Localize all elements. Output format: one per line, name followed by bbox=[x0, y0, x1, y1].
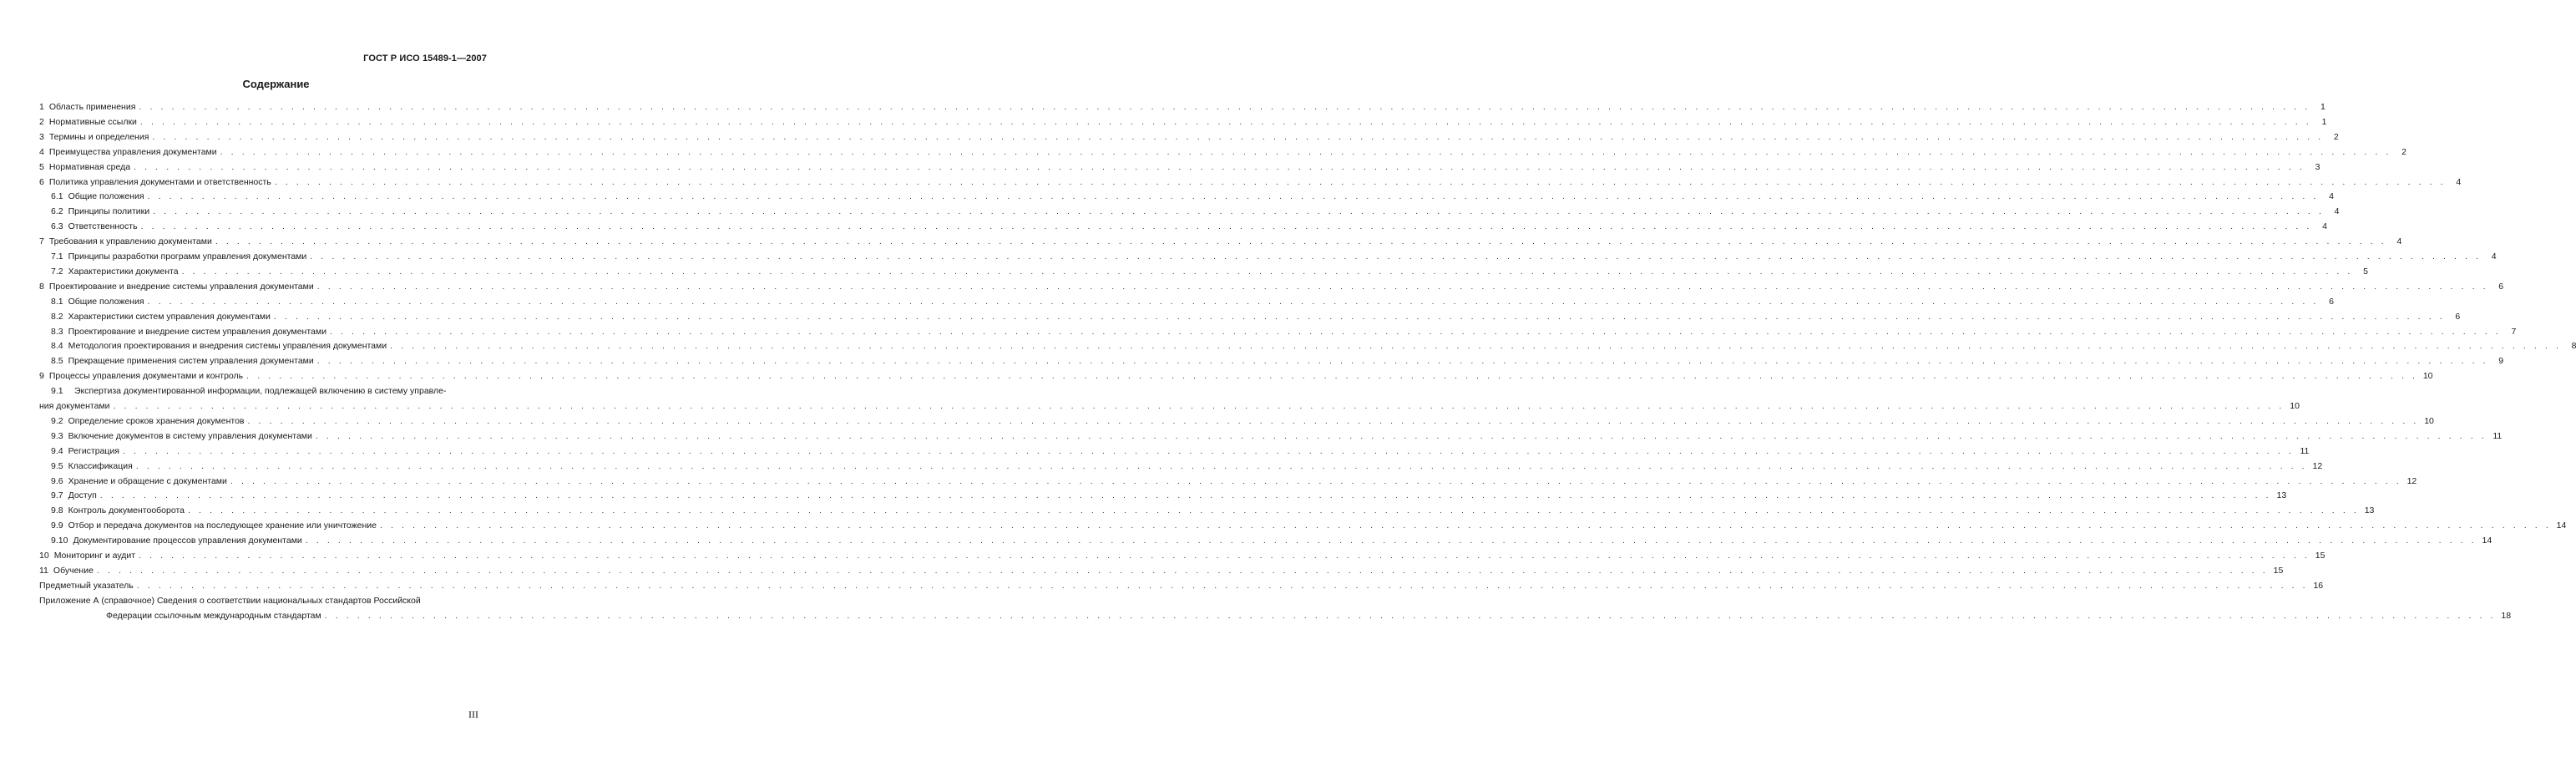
toc-entry bbox=[51, 519, 2567, 532]
toc-label: Предметный указатель bbox=[39, 580, 134, 591]
toc-label: Обучение bbox=[53, 565, 94, 576]
dot-leader: . . . . . . . . . . . . . . . . . . . . . . . . . . . . . . . . . . . . . . . . . . . . . . . . . . . . . . . . . . . . . . . . . . . . . . . . . . . . . . . . . . . . . . . . . . . . . . . . . . . . . . . . . . . . . . . . . . . . . . . . . . . . . . . . . . . . . . . . . . . . . . . . . . . . . . . . . . . . . . . . . . . . . . . . . . . . . . . . . . . . . . . . . . . . . . . . . . . . . . . . bbox=[140, 221, 2312, 232]
toc-page-number: 4 bbox=[2322, 221, 2327, 232]
toc-page-number: 18 bbox=[2501, 610, 2512, 621]
dot-leader: . . . . . . . . . . . . . . . . . . . . . . . . . . . . . . . . . . . . . . . . . . . . . . . . . . . . . . . . . . . . . . . . . . . . . . . . . . . . . . . . . . . . . . . . . . . . . . . . . . . . . . . . . . . . . . . . . . . . . . . . . . . . . . . . . . . . . . . . . . . . . . . . . . . . . . . . . . . . . . . . . . . . . . . . . . . . . . . . . . . . . . . . . . . . . . . . . . . . . . . . bbox=[246, 371, 2418, 382]
toc-row bbox=[0, 115, 2327, 129]
toc-page-number: 3 bbox=[2315, 161, 2320, 172]
toc-entry bbox=[51, 295, 2334, 308]
toc-row bbox=[0, 475, 2417, 488]
dot-leader: . . . . . . . . . . . . . . . . . . . . . . . . . . . . . . . . . . . . . . . . . . . . . . . . . . . . . . . . . . . . . . . . . . . . . . . . . . . . . . . . . . . . . . . . . . . . . . . . . . . . . . . . . . . . . . . . . . . . . . . . . . . . . . . . . . . . . . . . . . . . . . . . . . . . . . . . . . . . . . . . . . . . . . . . . . . . . . . . . . . . . . . . . . . . . . . . . . . . . . . . bbox=[316, 356, 2489, 367]
toc-label: Хранение и обращение с документами bbox=[68, 475, 227, 486]
toc-label-continued: ния документами bbox=[39, 401, 110, 411]
toc-number: 8.3 bbox=[51, 326, 63, 337]
toc-number: 9.5 bbox=[51, 460, 63, 471]
dot-leader: . . . . . . . . . . . . . . . . . . . . . . . . . . . . . . . . . . . . . . . . . . . . . . . . . . . . . . . . . . . . . . . . . . . . . . . . . . . . . . . . . . . . . . . . . . . . . . . . . . . . . . . . . . . . . . . . . . . . . . . . . . . . . . . . . . . . . . . . . . . . . . . . . . . . . . . . . . . . . . . . . . . . . . . . . . . . . . . . . . . . . . . . . . . . . . . . . . . . . . . . bbox=[324, 610, 2497, 621]
toc-page-number: 12 bbox=[2312, 460, 2323, 471]
toc-entry bbox=[51, 429, 2503, 443]
toc-label: Определение сроков хранения документов bbox=[68, 415, 245, 426]
toc-row bbox=[0, 280, 2504, 293]
toc-row bbox=[0, 609, 2512, 622]
dot-leader: . . . . . . . . . . . . . . . . . . . . . . . . . . . . . . . . . . . . . . . . . . . . . . . . . . . . . . . . . . . . . . . . . . . . . . . . . . . . . . . . . . . . . . . . . . . . . . . . . . . . . . . . . . . . . . . . . . . . . . . . . . . . . . . . . . . . . . . . . . . . . . . . . . . . . . . . . . . . . . . . . . . . . . . . . . . . . . . . . . . . . . . . . . . . . . . . . . . . . . . . bbox=[305, 536, 2477, 546]
toc-entry bbox=[51, 534, 2492, 547]
toc-number: 6.1 bbox=[51, 191, 63, 202]
toc-number: 1 bbox=[39, 102, 44, 112]
toc-label: Регистрация bbox=[68, 445, 119, 456]
toc-page-number: 5 bbox=[2363, 266, 2368, 277]
toc-row bbox=[0, 369, 2433, 383]
toc-row bbox=[0, 265, 2368, 278]
toc-number: 9.10 bbox=[51, 536, 68, 546]
toc-row bbox=[0, 325, 2517, 338]
toc-page-number: 6 bbox=[2329, 296, 2334, 307]
toc-label: Область применения bbox=[48, 102, 136, 112]
toc-number: 9.2 bbox=[51, 415, 63, 426]
toc-entry bbox=[51, 220, 2327, 233]
toc-entry bbox=[39, 369, 2433, 383]
toc-row bbox=[0, 564, 2284, 577]
toc-row bbox=[0, 160, 2320, 174]
toc-label: Общие положения bbox=[68, 296, 144, 307]
toc-label: Проектирование и внедрение систем управления документами bbox=[68, 326, 326, 337]
toc-page-number: 4 bbox=[2456, 176, 2462, 187]
toc-row bbox=[0, 534, 2492, 547]
toc-entry bbox=[51, 354, 2504, 368]
toc-number: 6 bbox=[39, 176, 44, 187]
toc-entry bbox=[51, 265, 2368, 278]
dot-leader: . . . . . . . . . . . . . . . . . . . . . . . . . . . . . . . . . . . . . . . . . . . . . . . . . . . . . . . . . . . . . . . . . . . . . . . . . . . . . . . . . . . . . . . . . . . . . . . . . . . . . . . . . . . . . . . . . . . . . . . . . . . . . . . . . . . . . . . . . . . . . . . . . . . . . . . . . . . . . . . . . . . . . . . . . . . . . . . . . . . . . . . . . . . . . . . . . . . . . . . . bbox=[152, 131, 2324, 142]
dot-leader: . . . . . . . . . . . . . . . . . . . . . . . . . . . . . . . . . . . . . . . . . . . . . . . . . . . . . . . . . . . . . . . . . . . . . . . . . . . . . . . . . . . . . . . . . . . . . . . . . . . . . . . . . . . . . . . . . . . . . . . . . . . . . . . . . . . . . . . . . . . . . . . . . . . . . . . . . . . . . . . . . . . . . . . . . . . . . . . . . . . . . . . . . . . . . . . . . . . . . . . . bbox=[139, 116, 2312, 127]
toc-number: 7 bbox=[39, 236, 44, 247]
toc-label: Процессы управления документами и контроль bbox=[48, 371, 244, 382]
toc-row bbox=[0, 519, 2567, 532]
toc-page-number: 11 bbox=[2300, 445, 2310, 456]
toc-label: Преимущества управления документами bbox=[48, 146, 217, 157]
dot-leader: . . . . . . . . . . . . . . . . . . . . . . . . . . . . . . . . . . . . . . . . . . . . . . . . . . . . . . . . . . . . . . . . . . . . . . . . . . . . . . . . . . . . . . . . . . . . . . . . . . . . . . . . . . . . . . . . . . . . . . . . . . . . . . . . . . . . . . . . . . . . . . . . . . . . . . . . . . . . . . . . . . . . . . . . . . . . . . . . . . . . . . . . . . . . . . . . . . . . . . . . bbox=[329, 326, 2502, 337]
toc-entry bbox=[39, 115, 2327, 129]
toc-label: Нормативные ссылки bbox=[48, 116, 137, 127]
toc-row bbox=[0, 100, 2325, 114]
toc-label: Термины и определения bbox=[48, 131, 149, 142]
toc-number: 8.4 bbox=[51, 341, 63, 352]
toc-page-number: 11 bbox=[2492, 430, 2503, 441]
toc-row bbox=[0, 489, 2287, 502]
toc-label: Контроль документооборота bbox=[68, 505, 185, 516]
toc-page-number: 4 bbox=[2396, 236, 2402, 247]
toc-page-number: 10 bbox=[2290, 401, 2300, 411]
dot-leader: . . . . . . . . . . . . . . . . . . . . . . . . . . . . . . . . . . . . . . . . . . . . . . . . . . . . . . . . . . . . . . . . . . . . . . . . . . . . . . . . . . . . . . . . . . . . . . . . . . . . . . . . . . . . . . . . . . . . . . . . . . . . . . . . . . . . . . . . . . . . . . . . . . . . . . . . . . . . . . . . . . . . . . . . . . . . . . . . . . . . . . . . . . . . . . . . . . . . . . . . bbox=[139, 551, 2310, 561]
toc-page-number: 1 bbox=[2320, 102, 2325, 112]
toc-entry bbox=[51, 310, 2461, 323]
dot-leader: . . . . . . . . . . . . . . . . . . . . . . . . . . . . . . . . . . . . . . . . . . . . . . . . . . . . . . . . . . . . . . . . . . . . . . . . . . . . . . . . . . . . . . . . . . . . . . . . . . . . . . . . . . . . . . . . . . . . . . . . . . . . . . . . . . . . . . . . . . . . . . . . . . . . . . . . . . . . . . . . . . . . . . . . . . . . . . . . . . . . . . . . . . . . . . . . . . . . . . . . bbox=[273, 311, 2446, 322]
toc-number: 8 bbox=[39, 281, 44, 292]
toc-page-number: 8 bbox=[2571, 341, 2576, 352]
toc-number: 9.3 bbox=[51, 430, 63, 441]
toc-number: 5 bbox=[39, 161, 44, 172]
dot-leader: . . . . . . . . . . . . . . . . . . . . . . . . . . . . . . . . . . . . . . . . . . . . . . . . . . . . . . . . . . . . . . . . . . . . . . . . . . . . . . . . . . . . . . . . . . . . . . . . . . . . . . . . . . . . . . . . . . . . . . . . . . . . . . . . . . . . . . . . . . . . . . . . . . . . . . . . . . . . . . . . . . . . . . . . . . . . . . . . . . . . . . . . . . . . . . . . . . . . . . . . bbox=[316, 281, 2489, 292]
toc-label: Документирование процессов управления документами bbox=[73, 536, 302, 546]
toc-row bbox=[0, 399, 2300, 413]
dot-leader: . . . . . . . . . . . . . . . . . . . . . . . . . . . . . . . . . . . . . . . . . . . . . . . . . . . . . . . . . . . . . . . . . . . . . . . . . . . . . . . . . . . . . . . . . . . . . . . . . . . . . . . . . . . . . . . . . . . . . . . . . . . . . . . . . . . . . . . . . . . . . . . . . . . . . . . . . . . . . . . . . . . . . . . . . . . . . . . . . . . . . . . . . . . . . . . . . . . . . . . . bbox=[310, 251, 2482, 262]
toc-entry bbox=[51, 475, 2417, 488]
toc-page-number: 14 bbox=[2556, 520, 2567, 531]
toc-entry-first-line bbox=[51, 384, 446, 398]
dot-leader: . . . . . . . . . . . . . . . . . . . . . . . . . . . . . . . . . . . . . . . . . . . . . . . . . . . . . . . . . . . . . . . . . . . . . . . . . . . . . . . . . . . . . . . . . . . . . . . . . . . . . . . . . . . . . . . . . . . . . . . . . . . . . . . . . . . . . . . . . . . . . . . . . . . . . . . . . . . . . . . . . . . . . . . . . . . . . . . . . . . . . . . . . . . . . . . . . . . . . . . . bbox=[136, 580, 2309, 591]
toc-number: 7.2 bbox=[51, 266, 63, 277]
page-title: Содержание bbox=[242, 78, 310, 90]
toc-row bbox=[0, 339, 2576, 353]
toc-label-continued: Федерации ссылочным международным стандартам bbox=[106, 610, 321, 621]
toc-label: Мониторинг и аудит bbox=[53, 551, 136, 561]
toc-entry bbox=[39, 145, 2407, 159]
toc-label: Классификация bbox=[68, 460, 133, 471]
toc-entry-continued bbox=[106, 609, 2512, 622]
toc-number: 9 bbox=[39, 371, 44, 382]
toc-label: Приложение А (справочное) Сведения о соответствии национальных стандартов Российской bbox=[39, 595, 421, 606]
toc-entry bbox=[51, 504, 2375, 517]
toc-entry-first-line bbox=[39, 594, 421, 607]
toc-entry bbox=[51, 190, 2334, 203]
toc-row bbox=[0, 594, 552, 607]
toc-row bbox=[0, 444, 2310, 458]
toc-label: Доступ bbox=[68, 490, 97, 501]
dot-leader: . . . . . . . . . . . . . . . . . . . . . . . . . . . . . . . . . . . . . . . . . . . . . . . . . . . . . . . . . . . . . . . . . . . . . . . . . . . . . . . . . . . . . . . . . . . . . . . . . . . . . . . . . . . . . . . . . . . . . . . . . . . . . . . . . . . . . . . . . . . . . . . . . . . . . . . . . . . . . . . . . . . . . . . . . . . . . . . . . . . . . . . . . . . . . . . . . . . . . . . . bbox=[379, 520, 2552, 531]
toc-label: Ответственность bbox=[68, 221, 138, 232]
page-number: III bbox=[468, 708, 478, 720]
dot-leader: . . . . . . . . . . . . . . . . . . . . . . . . . . . . . . . . . . . . . . . . . . . . . . . . . . . . . . . . . . . . . . . . . . . . . . . . . . . . . . . . . . . . . . . . . . . . . . . . . . . . . . . . . . . . . . . . . . . . . . . . . . . . . . . . . . . . . . . . . . . . . . . . . . . . . . . . . . . . . . . . . . . . . . . . . . . . . . . . . . . . . . . . . . . . . . . . . . . . . . . . bbox=[139, 102, 2310, 112]
toc-page-number: 13 bbox=[2364, 505, 2375, 516]
toc-page-number: 16 bbox=[2313, 580, 2324, 591]
toc-entry bbox=[51, 205, 2340, 218]
dot-leader: . . . . . . . . . . . . . . . . . . . . . . . . . . . . . . . . . . . . . . . . . . . . . . . . . . . . . . . . . . . . . . . . . . . . . . . . . . . . . . . . . . . . . . . . . . . . . . . . . . . . . . . . . . . . . . . . . . . . . . . . . . . . . . . . . . . . . . . . . . . . . . . . . . . . . . . . . . . . . . . . . . . . . . . . . . . . . . . . . . . . . . . . . . . . . . . . . . . . . . . . bbox=[135, 460, 2308, 471]
dot-leader: . . . . . . . . . . . . . . . . . . . . . . . . . . . . . . . . . . . . . . . . . . . . . . . . . . . . . . . . . . . . . . . . . . . . . . . . . . . . . . . . . . . . . . . . . . . . . . . . . . . . . . . . . . . . . . . . . . . . . . . . . . . . . . . . . . . . . . . . . . . . . . . . . . . . . . . . . . . . . . . . . . . . . . . . . . . . . . . . . . . . . . . . . . . . . . . . . . . . . . . . bbox=[181, 266, 2353, 277]
dot-leader: . . . . . . . . . . . . . . . . . . . . . . . . . . . . . . . . . . . . . . . . . . . . . . . . . . . . . . . . . . . . . . . . . . . . . . . . . . . . . . . . . . . . . . . . . . . . . . . . . . . . . . . . . . . . . . . . . . . . . . . . . . . . . . . . . . . . . . . . . . . . . . . . . . . . . . . . . . . . . . . . . . . . . . . . . . . . . . . . . . . . . . . . . . . . . . . . . . . . . . . . bbox=[147, 296, 2319, 307]
toc-row bbox=[0, 310, 2461, 323]
toc-entry bbox=[51, 460, 2323, 473]
toc-page-number: 9 bbox=[2498, 356, 2504, 367]
toc-entry bbox=[39, 549, 2325, 562]
toc-entry bbox=[39, 160, 2320, 174]
dot-leader: . . . . . . . . . . . . . . . . . . . . . . . . . . . . . . . . . . . . . . . . . . . . . . . . . . . . . . . . . . . . . . . . . . . . . . . . . . . . . . . . . . . . . . . . . . . . . . . . . . . . . . . . . . . . . . . . . . . . . . . . . . . . . . . . . . . . . . . . . . . . . . . . . . . . . . . . . . . . . . . . . . . . . . . . . . . . . . . . . . . . . . . . . . . . . . . . . . . . . . . . bbox=[123, 445, 2295, 456]
toc-entry bbox=[39, 579, 2324, 592]
toc-number: 9.4 bbox=[51, 445, 63, 456]
toc-page-number: 10 bbox=[2422, 371, 2433, 382]
toc-row bbox=[0, 354, 2504, 368]
toc-entry-continued bbox=[39, 399, 2300, 413]
toc-page-number: 15 bbox=[2315, 551, 2325, 561]
toc-row bbox=[0, 384, 552, 398]
toc-label: Прекращение применения систем управления документами bbox=[68, 356, 314, 367]
toc-page-number: 1 bbox=[2321, 116, 2327, 127]
toc-label: Методология проектирования и внедрения системы управления документами bbox=[68, 341, 387, 352]
toc-label: Политика управления документами и ответственность bbox=[48, 176, 271, 187]
toc-row bbox=[0, 145, 2407, 159]
toc-page-number: 6 bbox=[2455, 311, 2461, 322]
toc-number: 10 bbox=[39, 551, 49, 561]
toc-entry bbox=[39, 280, 2504, 293]
toc-entry bbox=[51, 250, 2497, 263]
toc-entry bbox=[39, 130, 2339, 144]
toc-entry bbox=[51, 325, 2517, 338]
toc-entry bbox=[51, 339, 2576, 353]
dot-leader: . . . . . . . . . . . . . . . . . . . . . . . . . . . . . . . . . . . . . . . . . . . . . . . . . . . . . . . . . . . . . . . . . . . . . . . . . . . . . . . . . . . . . . . . . . . . . . . . . . . . . . . . . . . . . . . . . . . . . . . . . . . . . . . . . . . . . . . . . . . . . . . . . . . . . . . . . . . . . . . . . . . . . . . . . . . . . . . . . . . . . . . . . . . . . . . . . . . . . . . . bbox=[215, 236, 2387, 247]
toc-number: 7.1 bbox=[51, 251, 63, 262]
toc-row bbox=[0, 295, 2334, 308]
toc-label: Нормативная среда bbox=[48, 161, 131, 172]
toc-row bbox=[0, 175, 2462, 189]
toc-row bbox=[0, 130, 2339, 144]
toc-number: 9.9 bbox=[51, 520, 63, 531]
toc-label: Экспертиза документированной информации, подлежащей включению в систему управле- bbox=[74, 386, 447, 397]
toc-row bbox=[0, 549, 2325, 562]
toc-number: 4 bbox=[39, 146, 44, 157]
toc-number: 6.3 bbox=[51, 221, 63, 232]
toc-label: Принципы разработки программ управления документами bbox=[68, 251, 307, 262]
toc-row bbox=[0, 235, 2402, 248]
toc-row bbox=[0, 205, 2340, 218]
toc-number: 9.7 bbox=[51, 490, 63, 501]
toc-row bbox=[0, 504, 2375, 517]
toc-row bbox=[0, 414, 2434, 428]
toc-entry bbox=[39, 235, 2402, 248]
dot-leader: . . . . . . . . . . . . . . . . . . . . . . . . . . . . . . . . . . . . . . . . . . . . . . . . . . . . . . . . . . . . . . . . . . . . . . . . . . . . . . . . . . . . . . . . . . . . . . . . . . . . . . . . . . . . . . . . . . . . . . . . . . . . . . . . . . . . . . . . . . . . . . . . . . . . . . . . . . . . . . . . . . . . . . . . . . . . . . . . . . . . . . . . . . . . . . . . . . . . . . . . bbox=[247, 415, 2419, 426]
dot-leader: . . . . . . . . . . . . . . . . . . . . . . . . . . . . . . . . . . . . . . . . . . . . . . . . . . . . . . . . . . . . . . . . . . . . . . . . . . . . . . . . . . . . . . . . . . . . . . . . . . . . . . . . . . . . . . . . . . . . . . . . . . . . . . . . . . . . . . . . . . . . . . . . . . . . . . . . . . . . . . . . . . . . . . . . . . . . . . . . . . . . . . . . . . . . . . . . . . . . . . . . bbox=[147, 191, 2319, 202]
toc-number: 3 bbox=[39, 131, 44, 142]
dot-leader: . . . . . . . . . . . . . . . . . . . . . . . . . . . . . . . . . . . . . . . . . . . . . . . . . . . . . . . . . . . . . . . . . . . . . . . . . . . . . . . . . . . . . . . . . . . . . . . . . . . . . . . . . . . . . . . . . . . . . . . . . . . . . . . . . . . . . . . . . . . . . . . . . . . . . . . . . . . . . . . . . . . . . . . . . . . . . . . . . . . . . . . . . . . . . . . . . . . . . . . . bbox=[315, 430, 2487, 441]
toc-number: 8.2 bbox=[51, 311, 63, 322]
dot-leader: . . . . . . . . . . . . . . . . . . . . . . . . . . . . . . . . . . . . . . . . . . . . . . . . . . . . . . . . . . . . . . . . . . . . . . . . . . . . . . . . . . . . . . . . . . . . . . . . . . . . . . . . . . . . . . . . . . . . . . . . . . . . . . . . . . . . . . . . . . . . . . . . . . . . . . . . . . . . . . . . . . . . . . . . . . . . . . . . . . . . . . . . . . . . . . . . . . . . . . . . bbox=[274, 176, 2447, 187]
toc-row bbox=[0, 250, 2497, 263]
toc-number: 9.1 bbox=[51, 386, 63, 397]
dot-leader: . . . . . . . . . . . . . . . . . . . . . . . . . . . . . . . . . . . . . . . . . . . . . . . . . . . . . . . . . . . . . . . . . . . . . . . . . . . . . . . . . . . . . . . . . . . . . . . . . . . . . . . . . . . . . . . . . . . . . . . . . . . . . . . . . . . . . . . . . . . . . . . . . . . . . . . . . . . . . . . . . . . . . . . . . . . . . . . . . . . . . . . . . . . . . . . . . . . . . . . . bbox=[153, 206, 2325, 217]
toc-entry bbox=[51, 489, 2287, 502]
toc-entry bbox=[51, 444, 2310, 458]
toc-row bbox=[0, 460, 2323, 473]
document-standard-header: ГОСТ Р ИСО 15489-1—2007 bbox=[363, 53, 487, 63]
toc-entry bbox=[39, 175, 2462, 189]
toc-entry bbox=[39, 100, 2325, 114]
toc-number: 9.6 bbox=[51, 475, 63, 486]
toc-number: 8.1 bbox=[51, 296, 63, 307]
toc-page-number: 13 bbox=[2276, 490, 2287, 501]
toc-entry bbox=[39, 564, 2284, 577]
toc-page-number: 10 bbox=[2424, 415, 2434, 426]
toc-entry bbox=[51, 414, 2434, 428]
toc-label: Общие положения bbox=[68, 191, 144, 202]
dot-leader: . . . . . . . . . . . . . . . . . . . . . . . . . . . . . . . . . . . . . . . . . . . . . . . . . . . . . . . . . . . . . . . . . . . . . . . . . . . . . . . . . . . . . . . . . . . . . . . . . . . . . . . . . . . . . . . . . . . . . . . . . . . . . . . . . . . . . . . . . . . . . . . . . . . . . . . . . . . . . . . . . . . . . . . . . . . . . . . . . . . . . . . . . . . . . . . . . . . . . . . . bbox=[96, 565, 2269, 576]
toc-number: 2 bbox=[39, 116, 44, 127]
dot-leader: . . . . . . . . . . . . . . . . . . . . . . . . . . . . . . . . . . . . . . . . . . . . . . . . . . . . . . . . . . . . . . . . . . . . . . . . . . . . . . . . . . . . . . . . . . . . . . . . . . . . . . . . . . . . . . . . . . . . . . . . . . . . . . . . . . . . . . . . . . . . . . . . . . . . . . . . . . . . . . . . . . . . . . . . . . . . . . . . . . . . . . . . . . . . . . . . . . . . . . . . bbox=[230, 475, 2402, 486]
toc-page-number: 2 bbox=[2401, 146, 2407, 157]
dot-leader: . . . . . . . . . . . . . . . . . . . . . . . . . . . . . . . . . . . . . . . . . . . . . . . . . . . . . . . . . . . . . . . . . . . . . . . . . . . . . . . . . . . . . . . . . . . . . . . . . . . . . . . . . . . . . . . . . . . . . . . . . . . . . . . . . . . . . . . . . . . . . . . . . . . . . . . . . . . . . . . . . . . . . . . . . . . . . . . . . . . . . . . . . . . . . . . . . . . . . . . . bbox=[220, 146, 2392, 157]
dot-leader: . . . . . . . . . . . . . . . . . . . . . . . . . . . . . . . . . . . . . . . . . . . . . . . . . . . . . . . . . . . . . . . . . . . . . . . . . . . . . . . . . . . . . . . . . . . . . . . . . . . . . . . . . . . . . . . . . . . . . . . . . . . . . . . . . . . . . . . . . . . . . . . . . . . . . . . . . . . . . . . . . . . . . . . . . . . . . . . . . . . . . . . . . . . . . . . . . . . . . . . . bbox=[134, 161, 2305, 172]
toc-page-number: 4 bbox=[2491, 251, 2497, 262]
toc-page-number: 6 bbox=[2498, 281, 2504, 292]
toc-page-number: 14 bbox=[2482, 536, 2492, 546]
toc-label: Принципы политики bbox=[68, 206, 150, 217]
toc-label: Включение документов в систему управления документами bbox=[68, 430, 312, 441]
toc-number: 11 bbox=[39, 565, 48, 576]
dot-leader: . . . . . . . . . . . . . . . . . . . . . . . . . . . . . . . . . . . . . . . . . . . . . . . . . . . . . . . . . . . . . . . . . . . . . . . . . . . . . . . . . . . . . . . . . . . . . . . . . . . . . . . . . . . . . . . . . . . . . . . . . . . . . . . . . . . . . . . . . . . . . . . . . . . . . . . . . . . . . . . . . . . . . . . . . . . . . . . . . . . . . . . . . . . . . . . . . . . . . . . . bbox=[390, 341, 2562, 352]
toc-row bbox=[0, 429, 2503, 443]
toc-number: 6.2 bbox=[51, 206, 63, 217]
toc-page-number: 12 bbox=[2406, 475, 2417, 486]
toc-page-number: 4 bbox=[2334, 206, 2340, 217]
toc-row bbox=[0, 220, 2327, 233]
toc-page-number: 4 bbox=[2329, 191, 2334, 202]
toc-page-number: 7 bbox=[2511, 326, 2517, 337]
dot-leader: . . . . . . . . . . . . . . . . . . . . . . . . . . . . . . . . . . . . . . . . . . . . . . . . . . . . . . . . . . . . . . . . . . . . . . . . . . . . . . . . . . . . . . . . . . . . . . . . . . . . . . . . . . . . . . . . . . . . . . . . . . . . . . . . . . . . . . . . . . . . . . . . . . . . . . . . . . . . . . . . . . . . . . . . . . . . . . . . . . . . . . . . . . . . . . . . . . . . . . . . bbox=[113, 401, 2285, 411]
dot-leader: . . . . . . . . . . . . . . . . . . . . . . . . . . . . . . . . . . . . . . . . . . . . . . . . . . . . . . . . . . . . . . . . . . . . . . . . . . . . . . . . . . . . . . . . . . . . . . . . . . . . . . . . . . . . . . . . . . . . . . . . . . . . . . . . . . . . . . . . . . . . . . . . . . . . . . . . . . . . . . . . . . . . . . . . . . . . . . . . . . . . . . . . . . . . . . . . . . . . . . . . bbox=[99, 490, 2272, 501]
toc-page-number: 2 bbox=[2333, 131, 2339, 142]
toc-page-number: 15 bbox=[2273, 565, 2284, 576]
toc-label: Требования к управлению документами bbox=[48, 236, 212, 247]
toc-label: Проектирование и внедрение системы управления документами bbox=[48, 281, 314, 292]
toc-number: 9.8 bbox=[51, 505, 63, 516]
toc-row bbox=[0, 190, 2334, 203]
toc-row bbox=[0, 579, 2324, 592]
toc-number: 8.5 bbox=[51, 356, 63, 367]
dot-leader: . . . . . . . . . . . . . . . . . . . . . . . . . . . . . . . . . . . . . . . . . . . . . . . . . . . . . . . . . . . . . . . . . . . . . . . . . . . . . . . . . . . . . . . . . . . . . . . . . . . . . . . . . . . . . . . . . . . . . . . . . . . . . . . . . . . . . . . . . . . . . . . . . . . . . . . . . . . . . . . . . . . . . . . . . . . . . . . . . . . . . . . . . . . . . . . . . . . . . . . . bbox=[188, 505, 2360, 516]
toc-label: Отбор и передача документов на последующее хранение или уничтожение bbox=[68, 520, 377, 531]
toc-label: Характеристики документа bbox=[68, 266, 179, 277]
toc-label: Характеристики систем управления документами bbox=[68, 311, 271, 322]
